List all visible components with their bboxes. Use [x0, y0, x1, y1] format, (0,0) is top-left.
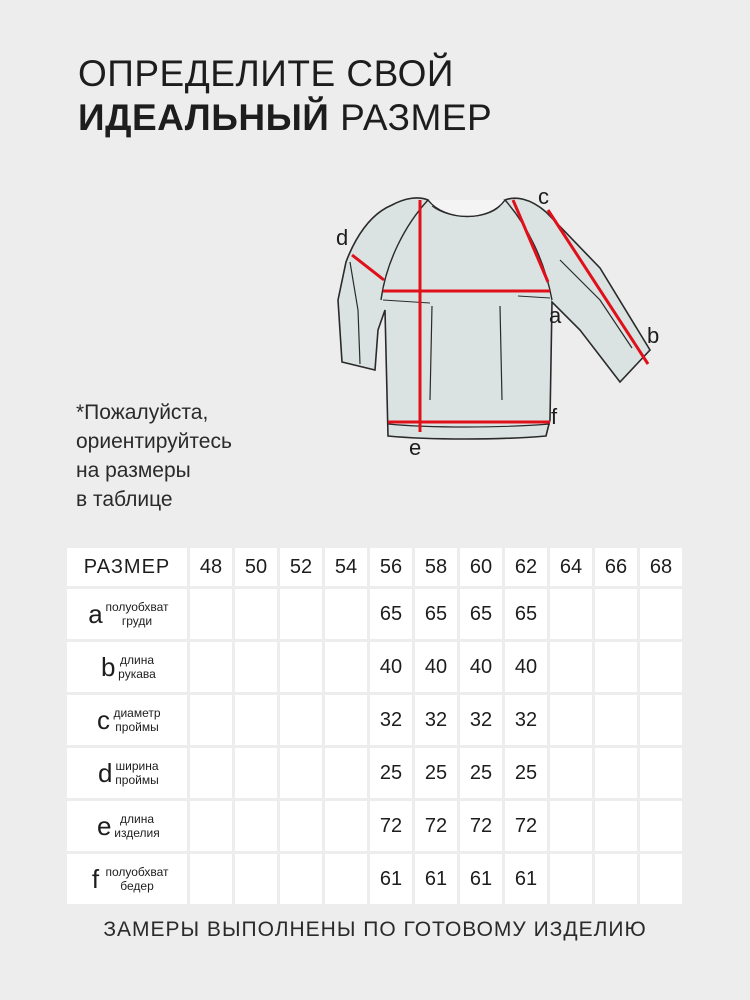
row-desc-line2: рукава: [118, 667, 156, 681]
size-table: [64, 545, 685, 907]
table-cell: [550, 589, 592, 639]
table-cell: [235, 642, 277, 692]
row-desc: [113, 706, 160, 734]
table-cell: [595, 748, 637, 798]
table-cell: 32: [460, 695, 502, 745]
note-line-4: в таблице: [76, 488, 173, 511]
table-cell: 72: [370, 801, 412, 851]
table-row: [67, 801, 682, 851]
table-row: [67, 695, 682, 745]
table-cell: [640, 748, 682, 798]
row-desc-line1: длина: [119, 812, 154, 826]
size-header-cell: 60: [460, 548, 502, 586]
table-cell: [325, 589, 367, 639]
table-cell: 25: [370, 748, 412, 798]
size-header-row: [67, 548, 682, 586]
table-cell: 61: [460, 854, 502, 904]
table-cell: [190, 748, 232, 798]
table-cell: [235, 801, 277, 851]
table-cell: [235, 854, 277, 904]
title-rest: РАЗМЕР: [329, 97, 493, 138]
table-cell: [190, 589, 232, 639]
row-letter: b: [100, 651, 116, 682]
note-line-3: на размеры: [76, 459, 191, 482]
row-letter: f: [91, 863, 100, 894]
row-label-b: [67, 642, 187, 692]
table-cell: [550, 854, 592, 904]
row-letter: a: [88, 598, 103, 629]
table-cell: [235, 748, 277, 798]
table-row: [67, 854, 682, 904]
table-cell: [280, 642, 322, 692]
row-desc-line2: бедер: [120, 879, 154, 893]
row-letter: c: [96, 704, 110, 735]
table-cell: [325, 801, 367, 851]
row-label-c: [67, 695, 187, 745]
table-cell: 32: [415, 695, 457, 745]
table-cell: [595, 854, 637, 904]
row-desc: [105, 600, 168, 628]
size-header-cell: 64: [550, 548, 592, 586]
row-desc-line2: проймы: [115, 773, 159, 787]
table-cell: 65: [505, 589, 547, 639]
size-note: [76, 398, 232, 514]
row-desc-line2: груди: [121, 614, 153, 628]
table-cell: [550, 748, 592, 798]
table-row: [67, 748, 682, 798]
table-cell: [280, 854, 322, 904]
table-cell: [640, 854, 682, 904]
size-header-cell: 58: [415, 548, 457, 586]
table-cell: [235, 589, 277, 639]
table-cell: [190, 801, 232, 851]
table-cell: 32: [370, 695, 412, 745]
table-cell: [550, 642, 592, 692]
label-e: e: [409, 435, 422, 460]
row-desc: [114, 812, 159, 840]
table-cell: [640, 589, 682, 639]
table-cell: [325, 695, 367, 745]
table-cell: 25: [505, 748, 547, 798]
table-cell: 72: [505, 801, 547, 851]
table-cell: 32: [505, 695, 547, 745]
garment-body: [338, 198, 650, 439]
size-header-cell: 52: [280, 548, 322, 586]
row-label-e: [67, 801, 187, 851]
row-desc: [118, 653, 156, 681]
table-cell: [280, 589, 322, 639]
row-desc-line1: ширина: [115, 759, 159, 773]
label-b: b: [647, 323, 660, 348]
table-row: [67, 642, 682, 692]
table-cell: [325, 854, 367, 904]
label-d: d: [336, 225, 349, 250]
note-line-1: *Пожалуйста,: [76, 401, 209, 424]
note-line-2: ориентируйтесь: [76, 430, 232, 453]
size-header-cell: 62: [505, 548, 547, 586]
row-desc-line1: диаметр: [113, 706, 161, 720]
table-cell: [190, 695, 232, 745]
label-c: c: [538, 184, 549, 209]
size-header-cell: 68: [640, 548, 682, 586]
table-cell: [325, 748, 367, 798]
size-header-cell: 48: [190, 548, 232, 586]
table-cell: [595, 589, 637, 639]
table-cell: 72: [415, 801, 457, 851]
row-desc: [105, 865, 168, 893]
row-desc-line2: проймы: [115, 720, 159, 734]
size-header-cell: 50: [235, 548, 277, 586]
table-cell: 40: [460, 642, 502, 692]
table-cell: [550, 695, 592, 745]
table-cell: 61: [370, 854, 412, 904]
table-cell: 25: [460, 748, 502, 798]
title-line-1: ОПРЕДЕЛИТЕ СВОЙ: [78, 53, 454, 94]
table-cell: [640, 642, 682, 692]
row-letter: e: [97, 810, 112, 841]
table-cell: 61: [505, 854, 547, 904]
table-cell: 65: [460, 589, 502, 639]
size-header-cell: 56: [370, 548, 412, 586]
table-cell: [235, 695, 277, 745]
table-cell: 40: [370, 642, 412, 692]
row-label-d: [67, 748, 187, 798]
table-cell: [325, 642, 367, 692]
table-cell: 61: [415, 854, 457, 904]
table-cell: 72: [460, 801, 502, 851]
table-cell: [595, 695, 637, 745]
title-line-2: [78, 96, 492, 140]
page-title: [78, 52, 492, 140]
row-desc-line1: полуобхват: [105, 865, 169, 879]
label-a: a: [549, 303, 562, 328]
table-cell: [280, 801, 322, 851]
label-f: f: [551, 404, 558, 429]
row-letter: d: [98, 757, 113, 788]
table-cell: [595, 801, 637, 851]
title-bold-word: ИДЕАЛЬНЫЙ: [78, 97, 330, 138]
row-desc-line1: длина: [119, 653, 154, 667]
table-cell: [550, 801, 592, 851]
table-row: [67, 589, 682, 639]
size-header-cell: 66: [595, 548, 637, 586]
table-cell: [280, 748, 322, 798]
table-cell: [280, 695, 322, 745]
table-cell: [190, 854, 232, 904]
table-cell: [190, 642, 232, 692]
row-label-a: [67, 589, 187, 639]
size-header-label: РАЗМЕР: [67, 548, 187, 586]
footer-note: ЗАМЕРЫ ВЫПОЛНЕНЫ ПО ГОТОВОМУ ИЗДЕЛИЮ: [103, 918, 647, 941]
row-desc-line1: полуобхват: [105, 600, 169, 614]
row-label-f: [67, 854, 187, 904]
table-cell: 65: [370, 589, 412, 639]
size-header-cell: 54: [325, 548, 367, 586]
table-cell: 40: [505, 642, 547, 692]
table-cell: [640, 695, 682, 745]
table-cell: [640, 801, 682, 851]
table-cell: 25: [415, 748, 457, 798]
row-desc-line2: изделия: [114, 826, 160, 840]
table-cell: 40: [415, 642, 457, 692]
garment-diagram: [320, 180, 680, 460]
table-cell: [595, 642, 637, 692]
table-cell: 65: [415, 589, 457, 639]
row-desc: [115, 759, 158, 787]
